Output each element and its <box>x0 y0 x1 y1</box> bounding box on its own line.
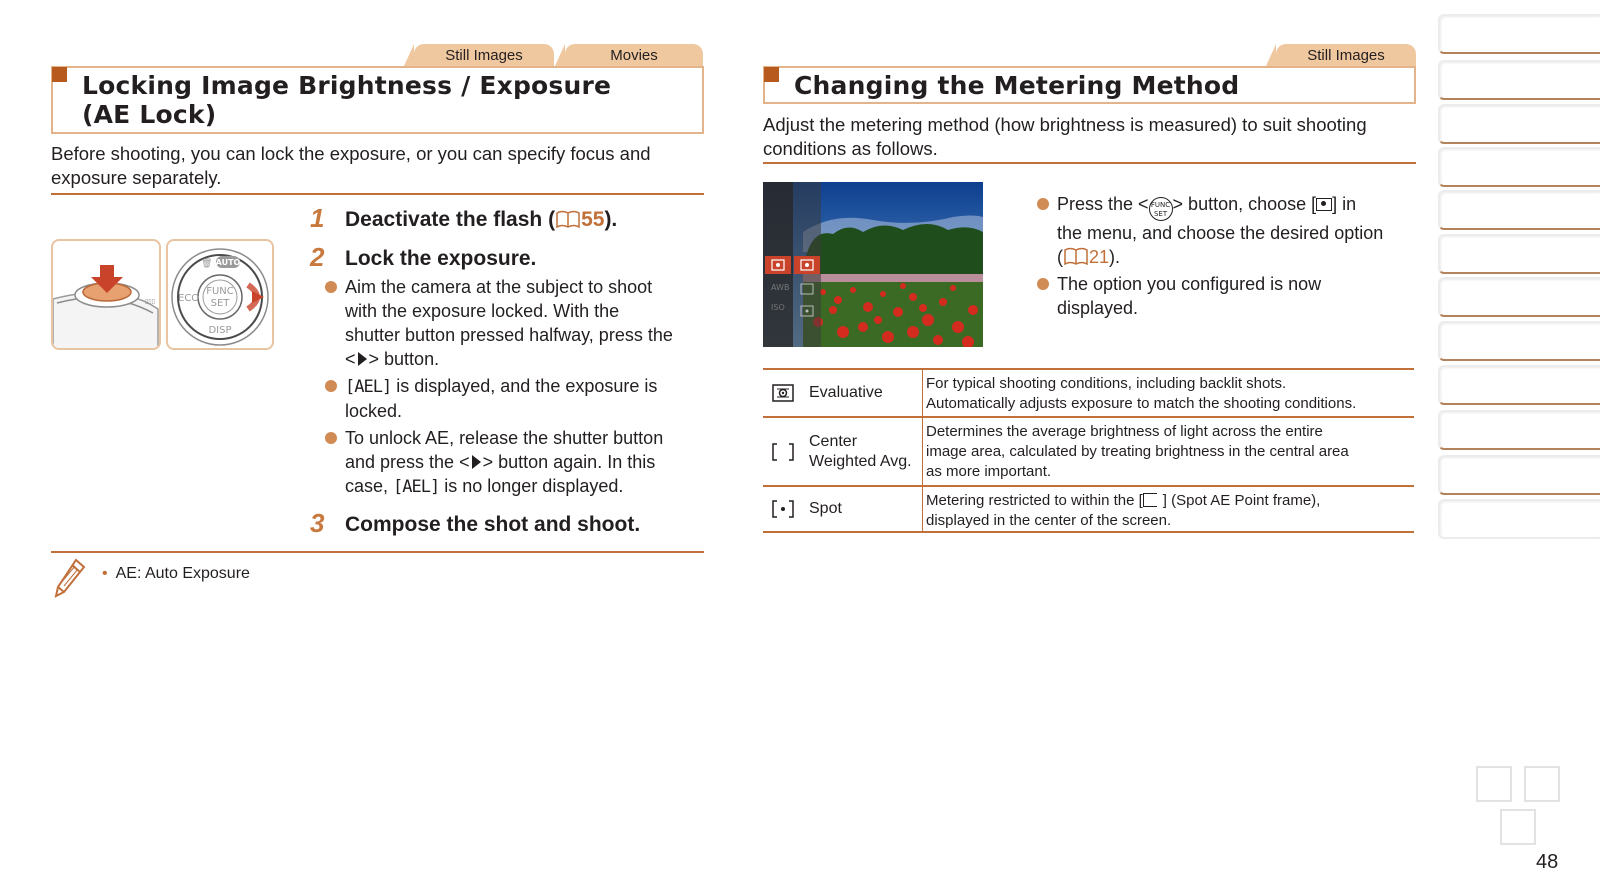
intro-text: Adjust the metering method (how brightness is measured) to suit shooting conditions as follows. <box>763 114 1367 159</box>
sidebar-tab-2[interactable] <box>1438 60 1600 100</box>
section-title: Changing the Metering Method <box>794 71 1240 100</box>
page-number: 48 <box>1536 851 1559 873</box>
svg-text:SET: SET <box>210 298 230 309</box>
table-cell-name: Evaluative <box>803 370 923 416</box>
sidebar-tab-4[interactable] <box>1438 147 1600 187</box>
table-cell-name: Center Weighted Avg. <box>803 418 923 485</box>
list-item: Aim the camera at the subject to shoot with the exposure locked. With the shutter button pressed halfway, press the < > button. <box>325 275 705 371</box>
divider <box>763 162 1416 164</box>
next-page-button[interactable] <box>1524 766 1560 802</box>
sidebar-tab-6[interactable] <box>1438 234 1600 274</box>
section-marker <box>52 67 67 82</box>
step-2-number: 2 <box>310 242 325 272</box>
page-title: Locking Image Brightness / Exposure (AE Lock) <box>82 71 612 129</box>
step-3-text: Compose the shot and shoot. <box>345 513 641 536</box>
svg-text:DISP: DISP <box>208 325 232 336</box>
book-reference-icon <box>1063 247 1089 265</box>
divider <box>51 551 704 553</box>
control-dial-illustration <box>166 239 274 350</box>
sidebar-tab-7[interactable] <box>1438 277 1600 317</box>
step-1-number: 1 <box>310 203 325 233</box>
svg-text:▯▯▯: ▯▯▯ <box>145 298 155 305</box>
table-cell-desc: Metering restricted to within the [ ] (Spot AE Point frame), displayed in the center of the screen. <box>926 492 1321 529</box>
svg-text:AUTO: AUTO <box>215 258 241 267</box>
sidebar-tab-3[interactable] <box>1438 104 1600 144</box>
right-arrow-icon <box>472 455 481 469</box>
shutter-button-illustration <box>51 239 161 350</box>
svg-text:ISO: ISO <box>771 303 785 312</box>
pencil-note-icon <box>54 558 86 598</box>
table-row <box>763 368 1414 416</box>
ael-icon: [AEL] <box>345 377 392 397</box>
sidebar-tab-11[interactable] <box>1438 455 1600 495</box>
right-arrow-icon <box>358 352 367 366</box>
metering-table <box>763 368 1414 533</box>
step-1-text: Deactivate the flash ( 55). <box>345 208 618 231</box>
svg-text:FUNC: FUNC <box>206 286 234 297</box>
intro-text: Before shooting, you can lock the exposure, or you can specify focus and exposure separately. <box>51 143 651 188</box>
page-link-55[interactable]: 55 <box>581 208 605 231</box>
evaluative-metering-icon <box>1316 198 1332 211</box>
list-item: [AEL] is displayed, and the exposure is locked. <box>325 374 705 423</box>
step-2-text: Lock the exposure. <box>345 247 537 270</box>
step-3-number: 3 <box>310 508 325 538</box>
divider <box>51 193 704 195</box>
table-cell-desc: For typical shooting conditions, including backlit shots. Automatically adjusts exposure to match the shooting conditions. <box>926 375 1357 412</box>
note-item: • AE: Auto Exposure <box>102 565 250 582</box>
book-reference-icon <box>555 210 581 228</box>
table-cell-name: Spot <box>803 487 923 531</box>
table-row <box>763 485 1414 533</box>
previous-page-button[interactable] <box>1476 766 1512 802</box>
camera-screen-photo <box>763 182 983 347</box>
sidebar-tab-9[interactable] <box>1438 365 1600 405</box>
svg-text:🗑: 🗑 <box>201 259 213 269</box>
sidebar-tab-5[interactable] <box>1438 190 1600 230</box>
center-weighted-metering-icon <box>763 418 803 485</box>
spot-frame-icon <box>1143 493 1157 507</box>
metering-bullets <box>1037 192 1417 323</box>
step-2-bullets <box>325 275 705 502</box>
spot-metering-icon <box>763 487 803 531</box>
page-link-21[interactable]: 21 <box>1089 247 1110 267</box>
sidebar-tab-12[interactable] <box>1438 499 1600 539</box>
back-button[interactable] <box>1500 809 1536 845</box>
section-marker <box>764 67 779 82</box>
ael-icon: [AEL] <box>393 477 440 497</box>
list-item: Press the < FUNC SET > button, choose [ ] in the menu, and choose the desired option ( 21). <box>1037 192 1417 269</box>
sidebar-tab-1[interactable] <box>1438 14 1600 54</box>
table-row <box>763 416 1414 485</box>
func-set-button-icon: FUNC SET <box>1149 197 1173 221</box>
list-item: The option you configured is now displayed. <box>1037 272 1417 320</box>
svg-text:ECO: ECO <box>178 293 200 304</box>
sidebar-tab-8[interactable] <box>1438 321 1600 361</box>
tab-movies[interactable]: Movies <box>565 44 703 66</box>
sidebar-tab-10[interactable] <box>1438 410 1600 450</box>
svg-text:AWB: AWB <box>771 283 790 292</box>
list-item: To unlock AE, release the shutter button and press the < > button again. In this case, [AEL] is no longer displayed. <box>325 426 705 499</box>
table-cell-desc: Determines the average brightness of light across the entire image area, calculated by treating brightness in the central area as more important. <box>926 423 1349 480</box>
tab-still-images-right[interactable]: Still Images <box>1276 44 1416 66</box>
evaluative-metering-icon <box>763 370 803 416</box>
tab-still-images[interactable]: Still Images <box>414 44 554 66</box>
